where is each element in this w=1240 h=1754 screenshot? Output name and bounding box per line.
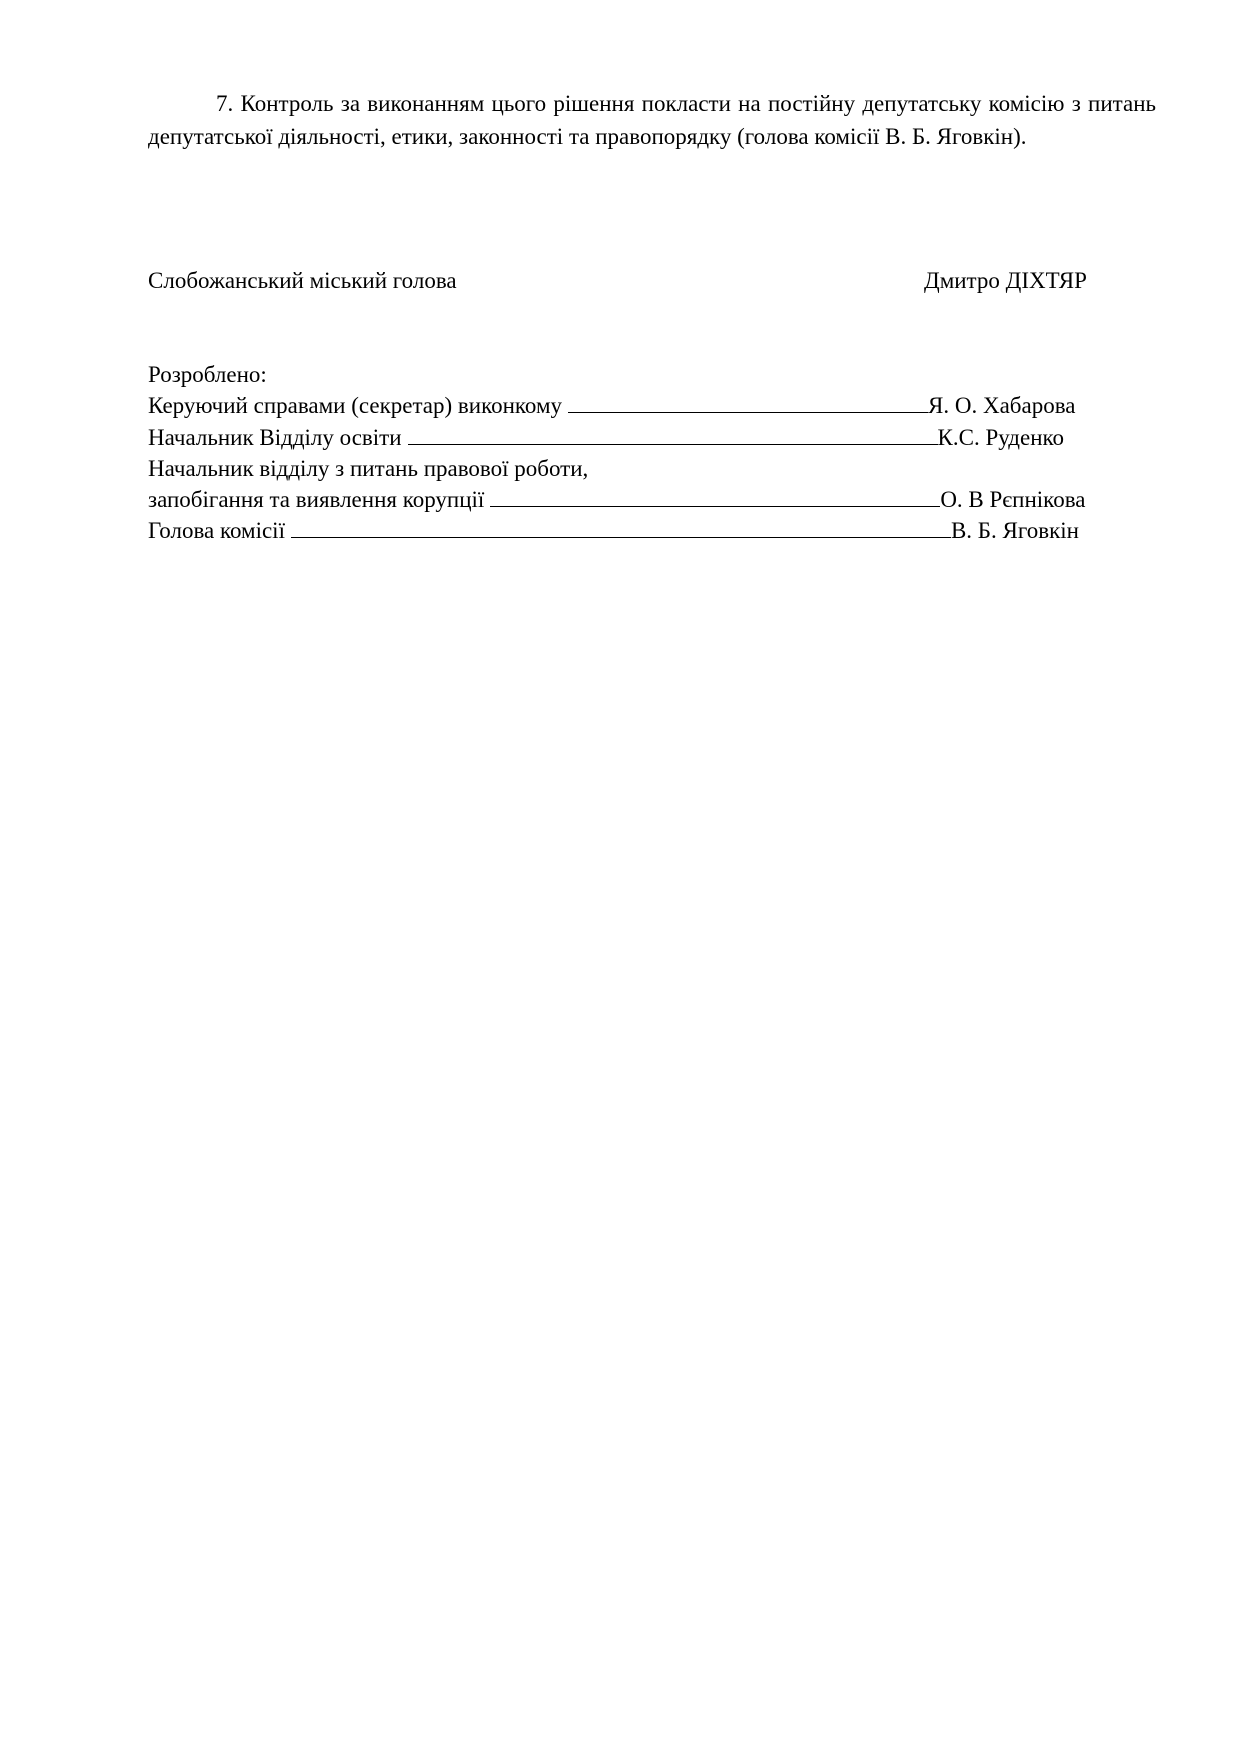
signature-name: О. В Рєпнікова xyxy=(940,487,1086,512)
signature-role: запобігання та виявлення корупції xyxy=(148,487,485,512)
developed-label: Розроблено: xyxy=(148,362,267,387)
signature-row-education xyxy=(148,422,1148,452)
signature-name: Я. О. Хабарова xyxy=(928,393,1076,418)
signature-name: К.С. Руденко xyxy=(937,425,1065,450)
signature-line xyxy=(568,390,928,413)
signature-role: Начальник Відділу освіти xyxy=(148,425,402,450)
mayor-signature-row xyxy=(148,266,1098,296)
signature-name: В. Б. Яговкін xyxy=(950,518,1079,543)
signature-role-line1: Начальник відділу з питань правової роботи, xyxy=(148,456,589,481)
signature-role: Керуючий справами (секретар) виконкому xyxy=(148,393,563,418)
signature-row-commission xyxy=(148,515,1148,545)
signature-line xyxy=(490,484,940,507)
signature-line xyxy=(408,422,938,445)
signature-row-secretary xyxy=(148,390,1148,420)
signature-row-legal xyxy=(148,484,1148,514)
signature-line xyxy=(291,515,951,538)
mayor-title: Слобожанський міський голова xyxy=(148,268,457,293)
mayor-name: Дмитро ДІХТЯР xyxy=(924,268,1087,293)
paragraph-7: 7. Контроль за виконанням цього рішення покласти на постійну депутатську комісію з питань депутатської діяльності, етики, законності та правопорядку (голова комісії В. Б. Яговкін). xyxy=(148,91,1156,149)
signature-role: Голова комісії xyxy=(148,518,285,543)
